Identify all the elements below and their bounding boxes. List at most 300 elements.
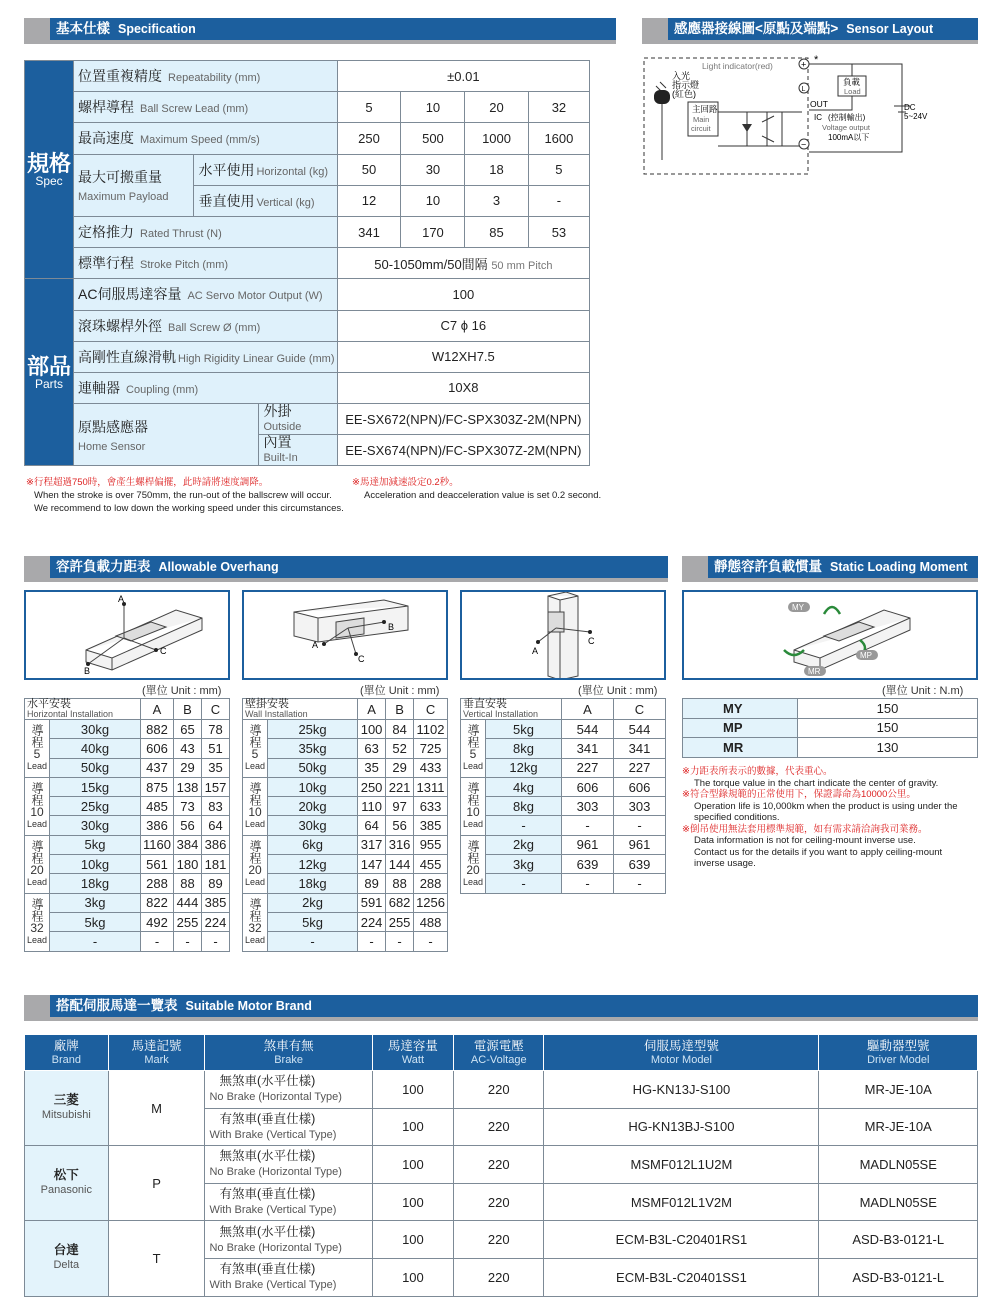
hor-diagram <box>24 590 230 680</box>
table-row <box>243 758 448 777</box>
col-head: C <box>614 699 666 720</box>
mp-label: MP <box>860 651 872 660</box>
table-cell: 50kg <box>50 758 141 777</box>
vout-text: Voltage output <box>822 123 870 132</box>
motor-col-head: 電源電壓 AC-Voltage <box>454 1035 544 1071</box>
moment-row <box>683 718 978 738</box>
table-cell: 639 <box>562 855 614 874</box>
motor-header-line <box>24 1017 978 1021</box>
ic-text: IC <box>814 113 822 122</box>
table-cell: 25kg <box>268 720 358 739</box>
motor-cell: ASD-B3-0121-L <box>819 1221 978 1259</box>
table-cell: 100 <box>358 720 386 739</box>
lead-v: 32 <box>528 92 590 123</box>
plus-sign: + <box>801 59 807 70</box>
lead-cell: 導程 20 Lead <box>243 835 268 893</box>
table-cell: 29 <box>386 758 414 777</box>
lead-cell: 導程 20 Lead <box>25 835 50 893</box>
vert-c-label: C <box>588 636 595 646</box>
table-cell: 316 <box>386 835 414 854</box>
table-row <box>25 932 230 951</box>
sensor-diagram <box>642 52 978 178</box>
transistor-icon <box>762 116 774 142</box>
light-text: Light indicator(red) <box>702 61 773 71</box>
sensor-header-line <box>642 40 978 44</box>
table-row <box>461 797 666 816</box>
install-head: 垂直安裝 Vertical Installation <box>461 699 562 720</box>
col-head: C <box>414 699 448 720</box>
motor-col-head: 馬達記號 Mark <box>108 1035 205 1071</box>
thrust-v: 341 <box>337 216 401 247</box>
moment-unit: (單位 Unit : N.m) <box>882 685 964 697</box>
hor-table <box>24 698 230 952</box>
moment-notes: ※力距表所表示的數據，代表重心。 The torque value in the chart indicate the center of gravity. ※符合型錄規範的正常使用下，保證壽命為10000公里。 Operation life is 10,000km when the product is using under the specified conditions. ※倒吊使用無法套用標準規範，如有需求請洽詢我司業務。 Data information is not for ceiling-mount inverse use. Contact us for the details if you want to apply ceiling-mount inverse usage. <box>682 766 958 869</box>
moment-value: 150 <box>798 699 978 719</box>
table-row <box>243 912 448 931</box>
table-cell: - <box>562 816 614 835</box>
table-row <box>243 893 448 912</box>
table-cell: 639 <box>614 855 666 874</box>
table-cell: 606 <box>562 777 614 796</box>
table-row <box>243 777 448 796</box>
speed-label: 最高速度 Maximum Speed (mm/s) <box>74 123 338 154</box>
builtin-value: EE-SX674(NPN)/FC-SPX307Z-2M(NPN) <box>337 435 590 466</box>
sensor-label: 原點感應器 Home Sensor <box>74 404 259 466</box>
vert-diagram <box>460 590 666 680</box>
table-cell: 544 <box>562 720 614 739</box>
thrust-label: 定格推力 Rated Thrust (N) <box>74 216 338 247</box>
brake-cell: 無煞車(水平仕樣) No Brake (Horizontal Type) <box>205 1071 372 1109</box>
col-head: A <box>562 699 614 720</box>
table-cell: 822 <box>141 893 174 912</box>
table-cell: - <box>358 932 386 951</box>
table-cell: 606 <box>614 777 666 796</box>
speed-v: 1000 <box>465 123 528 154</box>
table-cell: 2kg <box>486 835 562 854</box>
table-cell: 6kg <box>268 835 358 854</box>
table-row <box>461 758 666 777</box>
table-cell: 181 <box>202 855 230 874</box>
table-cell: - <box>614 816 666 835</box>
motor-row <box>25 1221 978 1259</box>
table-cell: 227 <box>562 758 614 777</box>
table-row <box>461 855 666 874</box>
coupling-value: 10X8 <box>337 372 590 403</box>
motor-cell: HG-KN13BJ-S100 <box>544 1108 819 1146</box>
table-cell: 89 <box>202 874 230 893</box>
table-cell: - <box>386 932 414 951</box>
table-cell: - <box>50 932 141 951</box>
table-cell: 386 <box>141 816 174 835</box>
moment-key: MP <box>683 718 798 738</box>
table-row <box>461 777 666 796</box>
outside-label: 外掛 Outside <box>259 404 337 435</box>
led-icon <box>654 90 670 104</box>
motor-cell: ECM-B3L-C20401SS1 <box>544 1258 819 1296</box>
repeat-label: 位置重複精度 Repeatability (mm) <box>74 61 338 92</box>
mark-cell: M <box>108 1071 205 1146</box>
install-head: 水平安裝 Horizontal Installation <box>25 699 141 720</box>
table-cell: 56 <box>386 816 414 835</box>
table-cell: 50kg <box>268 758 358 777</box>
red-text: (紅色) <box>672 89 696 99</box>
table-cell: 84 <box>386 720 414 739</box>
motor-cell: 220 <box>454 1146 544 1184</box>
spec-sidebar <box>25 61 74 279</box>
table-row <box>25 739 230 758</box>
table-cell: 437 <box>141 758 174 777</box>
mark-cell: T <box>108 1221 205 1296</box>
table-cell: 5kg <box>268 912 358 931</box>
moment-row <box>683 699 978 719</box>
lead-cell: 導程 32 Lead <box>25 893 50 951</box>
speed-v: 250 <box>337 123 401 154</box>
table-cell: 30kg <box>268 816 358 835</box>
hor-v: 50 <box>337 154 401 185</box>
wall-c-label: C <box>358 654 365 664</box>
table-cell: - <box>614 874 666 893</box>
table-row <box>243 835 448 854</box>
table-cell: 51 <box>202 739 230 758</box>
motor-cell: 100 <box>372 1183 453 1221</box>
lead-cell: 導程 10 Lead <box>461 777 486 835</box>
coupling-label: 連軸器 Coupling (mm) <box>74 372 338 403</box>
repeat-value: ±0.01 <box>337 61 590 92</box>
table-cell: 18kg <box>50 874 141 893</box>
lead-cell: 導程 5 Lead <box>243 720 268 778</box>
table-cell: 5kg <box>50 912 141 931</box>
side-spec-en: Spec <box>35 173 63 188</box>
motor-value: 100 <box>337 279 590 310</box>
table-cell: 40kg <box>50 739 141 758</box>
table-row <box>25 835 230 854</box>
table-cell: 157 <box>202 777 230 796</box>
hor-b-label: B <box>84 666 91 676</box>
table-cell: 35 <box>358 758 386 777</box>
table-cell: - <box>174 932 202 951</box>
moment-key: MY <box>683 699 798 719</box>
table-cell: 30kg <box>50 720 141 739</box>
motor-row <box>25 1146 978 1184</box>
table-cell: - <box>202 932 230 951</box>
spec-header <box>24 18 616 40</box>
table-cell: 83 <box>202 797 230 816</box>
table-cell: 341 <box>614 739 666 758</box>
sensor-frame <box>644 58 808 174</box>
table-row <box>243 720 448 739</box>
table-cell: 561 <box>141 855 174 874</box>
load-e-text: Load <box>844 87 861 96</box>
table-cell: 3kg <box>50 893 141 912</box>
table-cell: 29 <box>174 758 202 777</box>
table-row <box>461 720 666 739</box>
stroke-label: 標準行程 Stroke Pitch (mm) <box>74 248 338 279</box>
spec-note1: ※行程超過750時，會產生螺桿偏擺，此時請將速度調降。 When the stroke is over 750mm, the run-out of the ballscrew will occur. We recommend to low down the working speed under this circumstances. <box>26 477 344 514</box>
table-cell: 255 <box>386 912 414 931</box>
motor-col-head: 馬達容量 Watt <box>372 1035 453 1071</box>
screw-value: C7 ϕ 16 <box>337 310 590 341</box>
ver-v: 12 <box>337 185 401 216</box>
table-cell: 4kg <box>486 777 562 796</box>
l-sign: L <box>801 86 806 93</box>
col-head: C <box>202 699 230 720</box>
spec-title-en: Specification <box>118 22 196 36</box>
table-cell: - <box>486 816 562 835</box>
table-cell: 65 <box>174 720 202 739</box>
moment-value: 130 <box>798 738 978 758</box>
my-label: MY <box>792 603 804 612</box>
table-cell: 591 <box>358 893 386 912</box>
table-cell: 224 <box>202 912 230 931</box>
table-cell: 544 <box>614 720 666 739</box>
table-cell: 52 <box>386 739 414 758</box>
ver-v: 10 <box>401 185 465 216</box>
table-cell: 63 <box>358 739 386 758</box>
brake-cell: 無煞車(水平仕樣) No Brake (Horizontal Type) <box>205 1221 372 1259</box>
table-cell: 492 <box>141 912 174 931</box>
table-row <box>25 797 230 816</box>
brake-cell: 無煞車(水平仕樣) No Brake (Horizontal Type) <box>205 1146 372 1184</box>
hor-v: 30 <box>401 154 465 185</box>
table-cell: 138 <box>174 777 202 796</box>
spec-title: 基本仕樣 <box>56 21 110 36</box>
table-cell: 88 <box>386 874 414 893</box>
col-head: B <box>174 699 202 720</box>
speed-v: 500 <box>401 123 465 154</box>
table-row <box>461 835 666 854</box>
table-row <box>25 758 230 777</box>
motor-cell: MR-JE-10A <box>819 1071 978 1109</box>
table-cell: 8kg <box>486 797 562 816</box>
lead-label: 螺桿導程 Ball Screw Lead (mm) <box>74 92 338 123</box>
motor-cell: 100 <box>372 1221 453 1259</box>
table-cell: 1160 <box>141 835 174 854</box>
table-cell: 8kg <box>486 739 562 758</box>
table-cell: 255 <box>174 912 202 931</box>
table-cell: 606 <box>141 739 174 758</box>
brand-cell: 松下 Panasonic <box>25 1146 109 1221</box>
dc-text: DC <box>904 103 916 112</box>
table-cell: 725 <box>414 739 448 758</box>
thrust-v: 170 <box>401 216 465 247</box>
moment-diagram <box>682 590 978 680</box>
moment-row <box>683 738 978 758</box>
brake-cell: 有煞車(垂直仕樣) With Brake (Vertical Type) <box>205 1258 372 1296</box>
table-cell: 25kg <box>50 797 141 816</box>
table-cell: 97 <box>386 797 414 816</box>
motor-cell: 100 <box>372 1146 453 1184</box>
table-cell: 20kg <box>268 797 358 816</box>
table-cell: 444 <box>174 893 202 912</box>
lead-v: 5 <box>337 92 401 123</box>
motor-cell: 220 <box>454 1183 544 1221</box>
vert-unit: (單位 Unit : mm) <box>578 685 658 697</box>
table-cell: 5kg <box>486 720 562 739</box>
table-row <box>243 874 448 893</box>
table-cell: 43 <box>174 739 202 758</box>
ctrl-text: (控制輸出) <box>828 113 866 122</box>
parts-sidebar <box>25 279 74 466</box>
table-cell: 961 <box>614 835 666 854</box>
table-cell: 12kg <box>486 758 562 777</box>
spec-note2: ※馬達加減速設定0.2秒。 Acceleration and deacceleration value is set 0.2 second. <box>352 477 602 501</box>
v-text: 5~24V <box>904 112 928 121</box>
col-head: A <box>141 699 174 720</box>
motor-cell: MSMF012L1V2M <box>544 1183 819 1221</box>
table-cell: - <box>141 932 174 951</box>
table-cell: 2kg <box>268 893 358 912</box>
moment-header: 靜態容許負載慣量 Static Loading Moment <box>682 556 978 578</box>
star-sign: * <box>814 54 819 66</box>
wall-b-label: B <box>388 622 395 632</box>
table-cell: 384 <box>174 835 202 854</box>
table-cell: 288 <box>414 874 448 893</box>
motor-header: 搭配伺服馬達一覽表 Suitable Motor Brand <box>24 995 978 1017</box>
motor-cell: 100 <box>372 1071 453 1109</box>
table-cell: 35kg <box>268 739 358 758</box>
table-cell: 1102 <box>414 720 448 739</box>
thrust-v: 85 <box>465 216 528 247</box>
table-cell: 147 <box>358 855 386 874</box>
table-cell: 64 <box>202 816 230 835</box>
screw-label: 滾珠螺桿外徑 Ball Screw Ø (mm) <box>74 310 338 341</box>
motor-table <box>24 1034 978 1297</box>
outside-value: EE-SX672(NPN)/FC-SPX303Z-2M(NPN) <box>337 404 590 435</box>
wall-a-label: A <box>312 640 319 650</box>
motor-col-head: 驅動器型號 Driver Model <box>819 1035 978 1071</box>
minus-sign: − <box>801 139 807 150</box>
table-cell: 144 <box>386 855 414 874</box>
table-cell: 18kg <box>268 874 358 893</box>
main-text: 主回路 <box>692 104 718 114</box>
table-cell: 303 <box>562 797 614 816</box>
hor-unit: (單位 Unit : mm) <box>142 685 222 697</box>
main-e2-text: circuit <box>691 124 711 133</box>
ma-text: 100mA以下 <box>828 133 870 142</box>
moment-header-line <box>682 578 978 582</box>
table-cell: 1256 <box>414 893 448 912</box>
table-cell: 303 <box>614 797 666 816</box>
vert-a-label: A <box>532 646 539 656</box>
table-row <box>243 739 448 758</box>
thrust-v: 53 <box>528 216 590 247</box>
motor-cell: 100 <box>372 1108 453 1146</box>
motor-cell: MR-JE-10A <box>819 1108 978 1146</box>
table-cell: - <box>562 874 614 893</box>
table-cell: 78 <box>202 720 230 739</box>
table-cell: 288 <box>141 874 174 893</box>
table-cell: 110 <box>358 797 386 816</box>
table-cell: 224 <box>358 912 386 931</box>
table-cell: 385 <box>414 816 448 835</box>
ver-v: - <box>528 185 590 216</box>
motor-cell: 220 <box>454 1071 544 1109</box>
table-row <box>25 874 230 893</box>
table-row <box>25 816 230 835</box>
table-cell: 73 <box>174 797 202 816</box>
table-cell: 485 <box>141 797 174 816</box>
table-cell: 955 <box>414 835 448 854</box>
table-cell: 5kg <box>50 835 141 854</box>
moment-table <box>682 698 978 758</box>
spec-header-line <box>24 40 616 44</box>
table-cell: 221 <box>386 777 414 796</box>
moment-key: MR <box>683 738 798 758</box>
mark-cell: P <box>108 1146 205 1221</box>
motor-cell: MADLN05SE <box>819 1146 978 1184</box>
table-row <box>25 855 230 874</box>
table-cell: 433 <box>414 758 448 777</box>
table-row <box>25 893 230 912</box>
motor-col-head: 伺服馬達型號 Motor Model <box>544 1035 819 1071</box>
table-row <box>25 777 230 796</box>
hor-c-label: C <box>160 646 167 656</box>
table-row <box>243 932 448 951</box>
ind-text: 指示燈 <box>672 80 700 90</box>
install-head: 壁掛安裝 Wall Installation <box>243 699 358 720</box>
table-row <box>461 874 666 893</box>
table-cell: 875 <box>141 777 174 796</box>
motor-cell: ECM-B3L-C20401RS1 <box>544 1221 819 1259</box>
table-cell: 633 <box>414 797 448 816</box>
table-cell: 227 <box>614 758 666 777</box>
table-cell: 682 <box>386 893 414 912</box>
load-text: 負載 <box>843 77 861 87</box>
main-e1-text: Main <box>693 115 710 124</box>
table-cell: 488 <box>414 912 448 931</box>
guide-value: W12XH7.5 <box>337 341 590 372</box>
motor-cell: MSMF012L1U2M <box>544 1146 819 1184</box>
motor-col-head: 廠牌 Brand <box>25 1035 109 1071</box>
table-cell: 386 <box>202 835 230 854</box>
table-cell: 12kg <box>268 855 358 874</box>
table-cell: 3kg <box>486 855 562 874</box>
out-text: OUT <box>810 99 828 109</box>
overhang-header: 容許負載力距表 Allowable Overhang <box>24 556 668 578</box>
motor-cell: MADLN05SE <box>819 1183 978 1221</box>
motor-label: AC伺服馬達容量 AC Servo Motor Output (W) <box>74 279 338 310</box>
table-cell: 56 <box>174 816 202 835</box>
motor-cell: 100 <box>372 1258 453 1296</box>
table-cell: 385 <box>202 893 230 912</box>
motor-col-head: 煞車有無 Brake <box>205 1035 372 1071</box>
table-cell: 10kg <box>50 855 141 874</box>
ver-label: 垂直使用 Vertical (kg) <box>194 185 337 216</box>
table-cell: - <box>486 874 562 893</box>
table-cell: 15kg <box>50 777 141 796</box>
in-light-text: 入光 <box>672 71 691 81</box>
table-row <box>461 816 666 835</box>
brake-cell: 有煞車(垂直仕樣) With Brake (Vertical Type) <box>205 1108 372 1146</box>
table-cell: 882 <box>141 720 174 739</box>
table-cell: - <box>414 932 448 951</box>
table-cell: 455 <box>414 855 448 874</box>
lead-cell: 導程 10 Lead <box>25 777 50 835</box>
hor-v: 18 <box>465 154 528 185</box>
table-cell: 341 <box>562 739 614 758</box>
col-head: A <box>358 699 386 720</box>
table-row <box>243 797 448 816</box>
hor-v: 5 <box>528 154 590 185</box>
side-parts: 部品 <box>27 353 72 379</box>
table-cell: 250 <box>358 777 386 796</box>
sensor-header: 感應器接線圖<原點及端點> Sensor Layout <box>642 18 978 40</box>
hor-label: 水平使用 Horizontal (kg) <box>194 154 337 185</box>
wall-table <box>242 698 448 952</box>
vert-table <box>460 698 666 894</box>
table-cell: 10kg <box>268 777 358 796</box>
stroke-value: 50-1050mm/50間隔 50 mm Pitch <box>337 248 590 279</box>
